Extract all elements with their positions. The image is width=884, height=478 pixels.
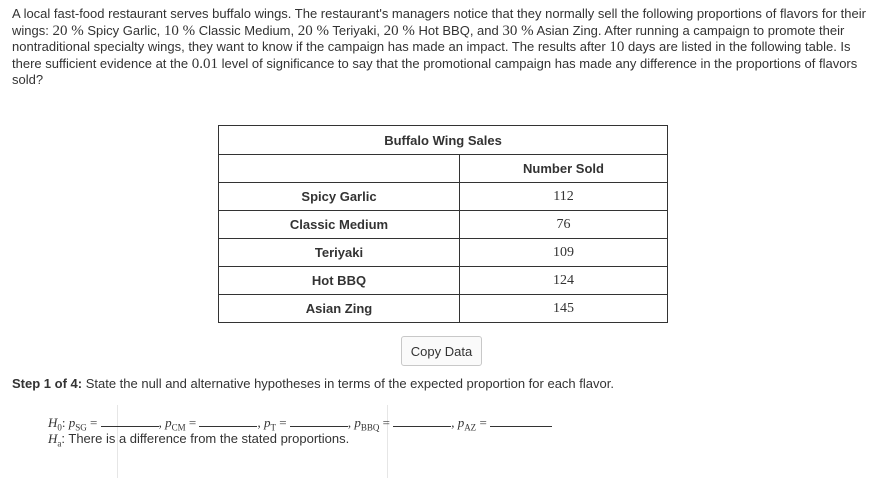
proportion-spicy-garlic: 20 % <box>52 22 84 39</box>
param-subscript: AZ <box>464 422 477 433</box>
param-symbol: p <box>457 415 465 430</box>
null-hypothesis: $H_0$: $p_{SG}$ = , $p_{CM}$ = , $p_T$ = , $p_{BBQ}$ = , $p_{AZ}$ = <box>48 414 552 433</box>
proportion-teriyaki: 20 % <box>297 22 329 39</box>
table-row <box>219 267 668 295</box>
buffalo-wing-sales-table <box>218 125 668 323</box>
param-subscript: BBQ <box>360 422 380 433</box>
flavor-cell: Classic Medium <box>219 211 460 239</box>
proportion-hot-bbq: 20 % <box>383 22 415 39</box>
ha-symbol: H <box>48 431 58 446</box>
table-caption: Buffalo Wing Sales <box>219 126 668 155</box>
column-header-number-sold: Number Sold <box>460 155 668 183</box>
problem-text: days are listed in the following table. Is there sufficient evidence at the <box>12 39 851 71</box>
answer-input-teriyaki[interactable] <box>290 414 348 427</box>
sold-cell: 112 <box>460 183 668 211</box>
answer-input-classic-medium[interactable] <box>199 414 257 427</box>
flavor-cell: Asian Zing <box>219 295 460 323</box>
ha-text: : There is a difference from the stated proportions. <box>61 431 350 446</box>
table-row <box>219 295 668 323</box>
copy-data-button[interactable]: Copy Data <box>401 336 482 366</box>
answer-input-spicy-garlic[interactable] <box>101 414 159 427</box>
param-symbol: p <box>354 415 361 430</box>
days-value: 10 <box>609 39 625 55</box>
step-label: Step 1 of 4: <box>12 376 83 391</box>
table-row <box>219 211 668 239</box>
answer-input-asian-zing[interactable] <box>490 414 552 427</box>
problem-text: A local fast-food restaurant serves buffalo wings. The restaurant's managers notice that they normally sell the following proportions of flavors for their wings: <box>12 6 866 38</box>
param-subscript: SG <box>75 422 87 433</box>
step-instruction <box>12 376 614 391</box>
param-symbol: p <box>263 415 271 430</box>
h0-subscript: 0 <box>57 422 62 433</box>
problem-text: Classic Medium, <box>195 22 298 38</box>
problem-text: Hot BBQ, and <box>414 22 503 38</box>
problem-text: level of significance to say that the promotional campaign has made any difference in the proportions of flavors sold? <box>12 55 858 87</box>
param-symbol: p <box>68 415 76 430</box>
problem-text: Teriyaki, <box>328 22 384 38</box>
param-subscript: T <box>270 422 276 433</box>
proportion-asian-zing: 30 % <box>502 22 534 39</box>
alternative-hypothesis <box>48 431 349 449</box>
problem-text: Spicy Garlic, <box>83 22 164 38</box>
problem-text: Asian Zing. After running a campaign to promote their nontraditional specialty wings, they want to know if the campaign has made an impact. The results after <box>12 22 845 54</box>
flavor-cell: Teriyaki <box>219 239 460 267</box>
sold-cell: 124 <box>460 267 668 295</box>
table-row <box>219 239 668 267</box>
ha-subscript: a <box>57 438 62 449</box>
table-row <box>219 183 668 211</box>
problem-statement <box>12 6 874 89</box>
table-header-empty <box>219 155 460 183</box>
flavor-cell: Hot BBQ <box>219 267 460 295</box>
flavor-cell: Spicy Garlic <box>219 183 460 211</box>
sold-cell: 109 <box>460 239 668 267</box>
sold-cell: 76 <box>460 211 668 239</box>
h0-symbol: H <box>48 415 58 430</box>
proportion-classic-medium: 10 % <box>163 22 196 39</box>
significance-level: 0.01 <box>191 55 218 72</box>
answer-input-hot-bbq[interactable] <box>393 414 451 427</box>
param-symbol: p <box>165 415 172 430</box>
param-subscript: CM <box>171 422 186 433</box>
step-text: State the null and alternative hypotheses in terms of the expected proportion for each flavor. <box>82 376 614 391</box>
sold-cell: 145 <box>460 295 668 323</box>
